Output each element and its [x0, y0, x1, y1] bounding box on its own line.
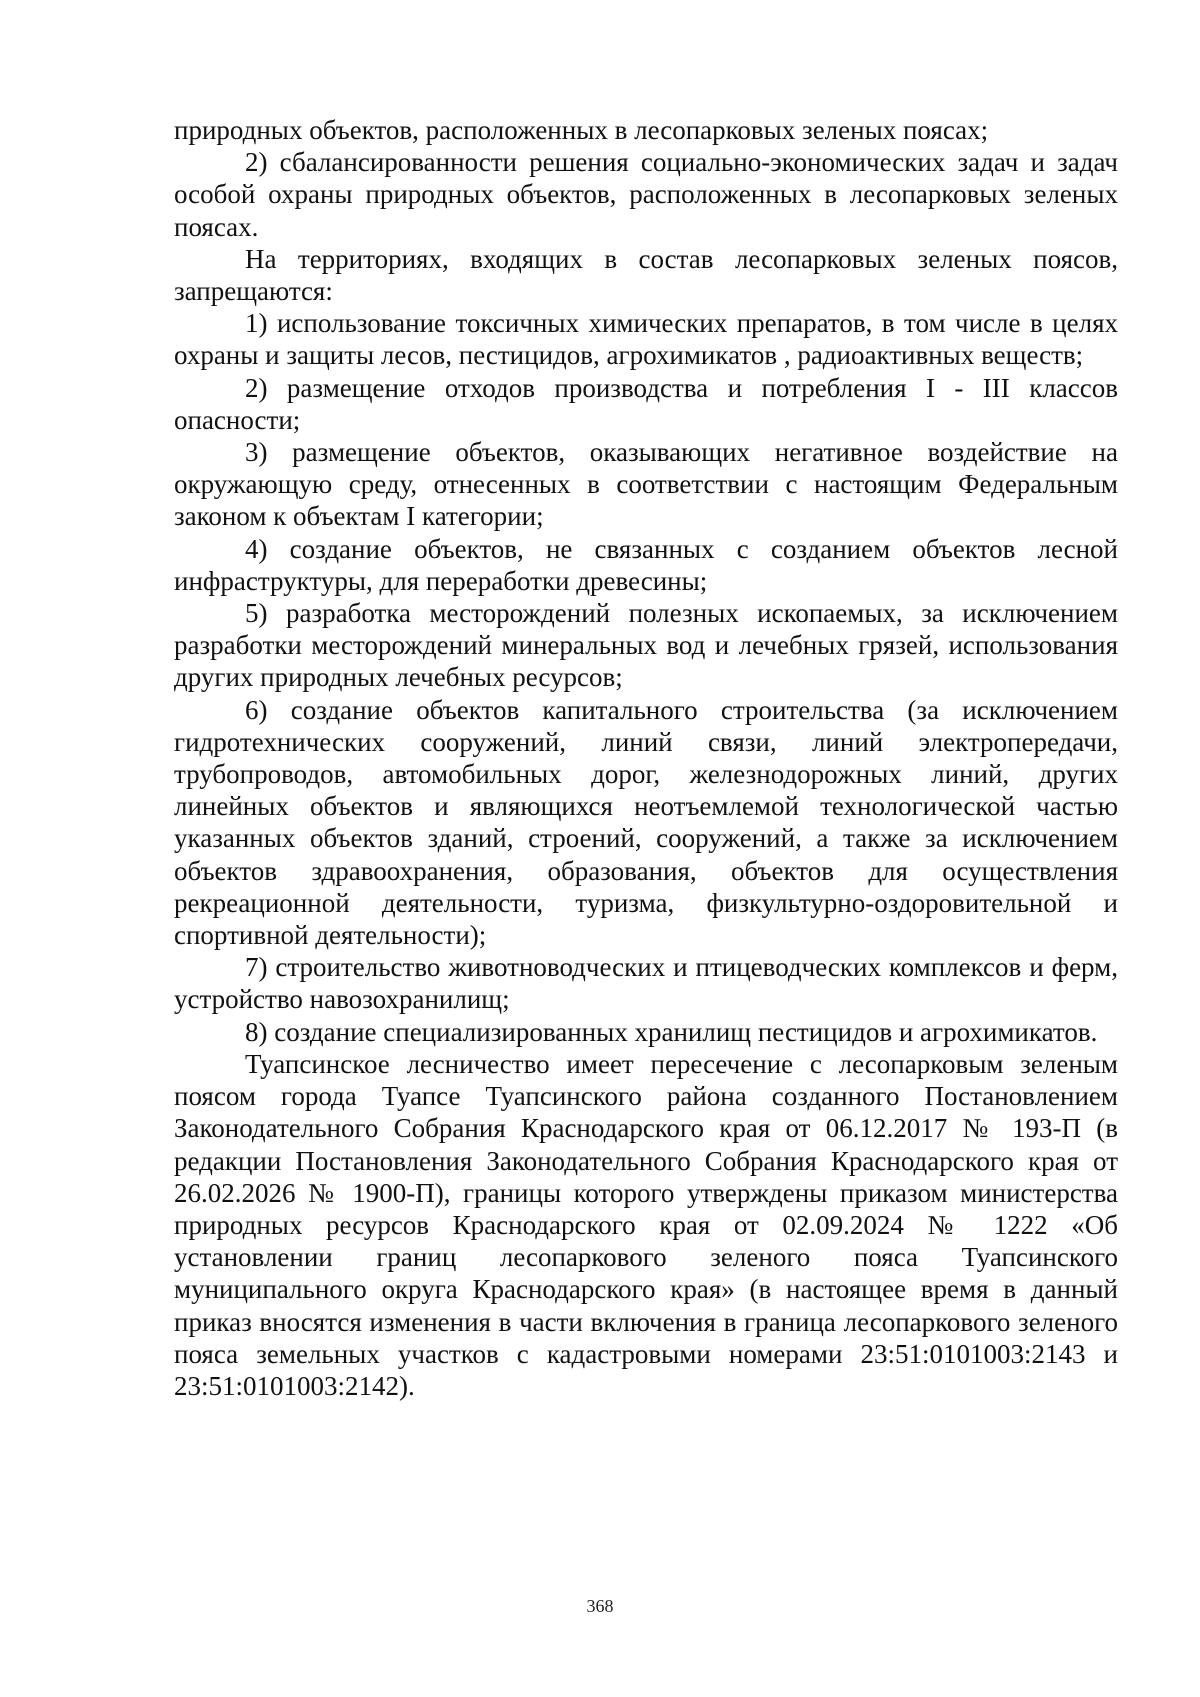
paragraph-tuapse-forestry: Туапсинское лесничество имеет пересечение с лесопарковым зеленым поясом города Туапсе Туапсинского района созданного Постановлением Законодательного Собрания Краснодарского края от 06.12.2017 № 193-П (в редакции Постановления Законодательного Собрания Краснодарского края от 26.02.2026 № 1900-П), границы которого утверждены приказом министерства природных ресурсов Краснодарского края от 02.09.2024 № 1222 «Об установлении границ лесопаркового зеленого пояса Туапсинского муниципального округа Краснодарского края» (в настоящее время в данный приказ вносятся изменения в части включения в граница лесопаркового зеленого пояса земельных участков с кадастровыми номерами 23:51:0101003:2143 и 23:51:0101003:2142). — [174, 1048, 1118, 1401]
list-item-pesticide-storage: 8) создание специализированных хранилищ пестицидов и агрохимикатов. — [245, 1016, 1098, 1047]
list-item-mineral-extraction: 5) разработка месторождений полезных ископаемых, за исключением разработки месторождений минеральных вод и лечебных грязей, использования других природных лечебных ресурсов; — [174, 598, 1118, 693]
paragraph-balance-item: 2) сбалансированности решения социально-экономических задач и задач особой охраны природных объектов, расположенных в лесопарковых зеленых поясах. — [174, 147, 1118, 242]
list-item-livestock-complexes: 7) строительство животноводческих и птицеводческих комплексов и ферм, устройство навозохранилищ; — [174, 952, 1118, 1015]
list-item-negative-impact-objects: 3) размещение объектов, оказывающих негативное воздействие на окружающую среду, отнесенных в соответствии с настоящим Федеральным законом к объектам I категории; — [174, 437, 1118, 532]
list-item-capital-construction: 6) создание объектов капитального строительства (за исключением гидротехнических сооружений, линий связи, линий электропередачи, трубопроводов, автомобильных дорог, железнодорожных линий, других линейных объектов и являющихся неотъемлемой технологической частью указанных объектов зданий, строений, сооружений, а также за исключением объектов здравоохранения, образования, объектов для осуществления рекреационной деятельности, туризма, физкультурно-оздоровительной и спортивной деятельности); — [174, 694, 1118, 951]
paragraph-continuation: природных объектов, расположенных в лесопарковых зеленых поясах; — [174, 115, 989, 145]
document-body — [174, 114, 1118, 1402]
list-item-wood-processing: 4) создание объектов, не связанных с созданием объектов лесной инфраструктуры, для переработки древесины; — [174, 533, 1118, 596]
page-number: 368 — [586, 1596, 614, 1616]
list-item-toxic-chemicals: 1) использование токсичных химических препаратов, в том числе в целях охраны и защиты лесов, пестицидов, агрохимикатов , радиоактивных веществ; — [174, 308, 1118, 371]
paragraph-prohibitions-intro: На территориях, входящих в состав лесопарковых зеленых поясов, запрещаются: — [174, 243, 1118, 307]
list-item-waste-placement: 2) размещение отходов производства и потребления I - III классов опасности; — [174, 372, 1118, 435]
